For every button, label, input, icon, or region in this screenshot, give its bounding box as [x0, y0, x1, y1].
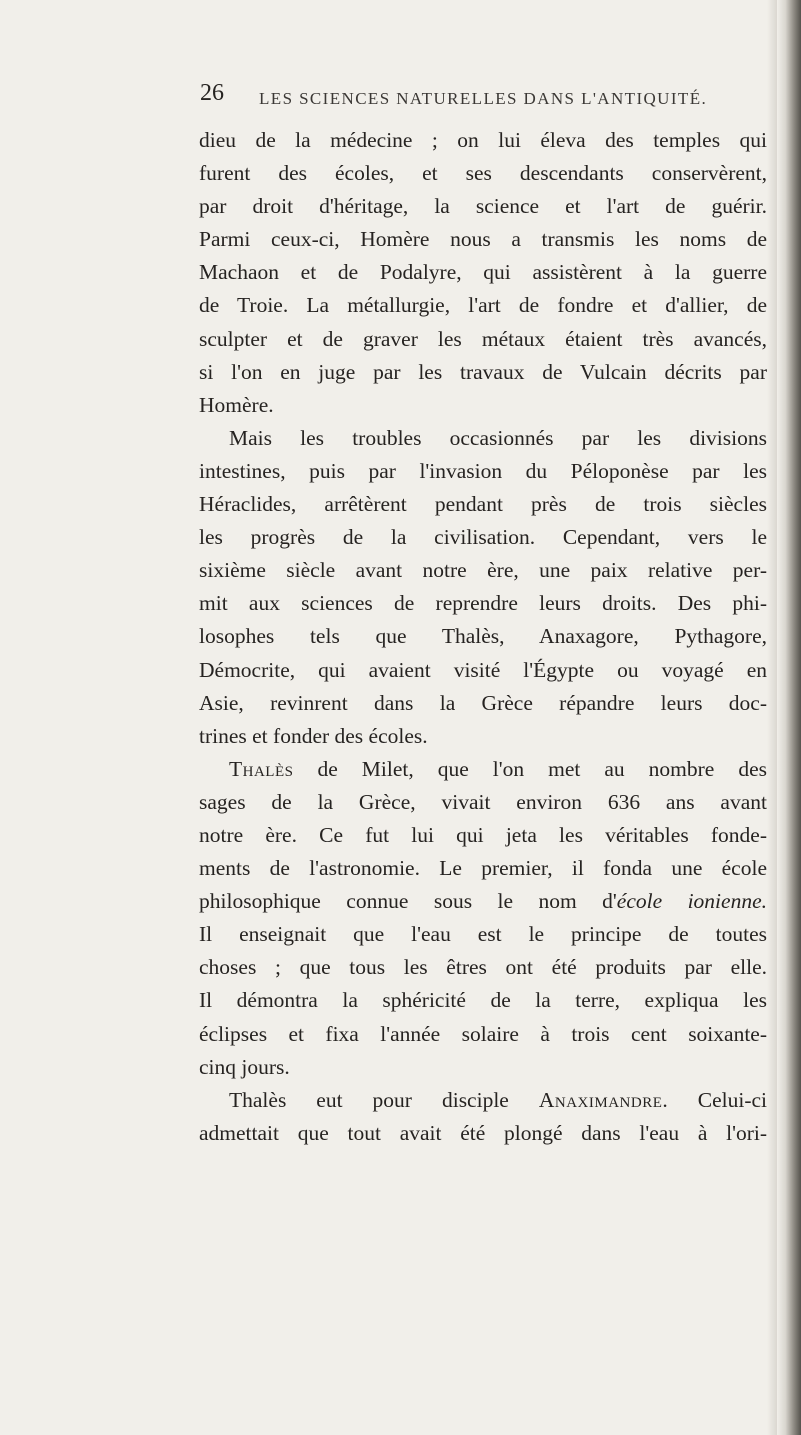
text-line: intestines, puis par l'invasion du Péloponèse par les — [199, 458, 767, 483]
text-line: Parmi ceux-ci, Homère nous a transmis les noms de — [199, 227, 767, 252]
text-line: par droit d'héritage, la science et l'art de guérir. — [199, 194, 767, 219]
text-line: losophes tels que Thalès, Anaxagore, Pythagore, — [199, 624, 767, 649]
running-title: LES SCIENCES NATURELLES DANS L'ANTIQUITÉ. — [259, 89, 708, 108]
page-number: 26 — [200, 80, 224, 106]
body-text — [199, 124, 767, 1150]
text-line: Démocrite, qui avaient visité l'Égypte ou voyagé en — [199, 657, 767, 682]
text-line: sculpter et de graver les métaux étaient très avancés, — [199, 326, 767, 351]
text-fragment: philosophique connue sous le nom d' — [199, 889, 617, 914]
text-line: de Troie. La métallurgie, l'art de fondre et d'allier, de — [199, 293, 767, 318]
text-line: admettait que tout avait été plongé dans l'eau à l'ori- — [199, 1120, 767, 1145]
text-line: choses ; que tous les êtres ont été produits par elle. — [199, 955, 767, 980]
text-line: furent des écoles, et ses descendants conservèrent, — [199, 161, 767, 186]
text-fragment: Thalès eut pour disciple — [229, 1087, 539, 1112]
page-edge-shadow — [767, 0, 777, 1435]
text-line: Il démontra la sphéricité de la terre, expliqua les — [199, 988, 767, 1013]
text-fragment: de Milet, que l'on met au nombre des — [293, 756, 767, 781]
text-line: sixième siècle avant notre ère, une paix relative per- — [199, 558, 767, 583]
text-line: Asie, revinrent dans la Grèce répandre leurs doc- — [199, 690, 767, 715]
text-line — [199, 753, 767, 786]
text-line: mit aux sciences de reprendre leurs droits. Des phi- — [199, 591, 767, 616]
text-line: ments de l'astronomie. Le premier, il fonda une école — [199, 856, 767, 881]
text-line: sages de la Grèce, vivait environ 636 ans avant — [199, 789, 767, 814]
text-line: si l'on en juge par les travaux de Vulcain décrits par — [199, 359, 767, 384]
text-line: dieu de la médecine ; on lui éleva des temples qui — [199, 128, 767, 152]
text-line: trines et fonder des écoles. — [199, 723, 428, 748]
page-binding-edge — [777, 0, 801, 1435]
italic-term: école ionienne. — [616, 889, 767, 914]
text-line — [199, 885, 767, 918]
person-name-anaximandre: Anaximandre — [538, 1087, 663, 1112]
text-line: Machaon et de Podalyre, qui assistèrent à la guerre — [199, 260, 767, 285]
text-line — [199, 1084, 767, 1117]
text-fragment: . Celui-ci — [662, 1087, 767, 1112]
text-line: cinq jours. — [199, 1054, 290, 1079]
text-line: Héraclides, arrêtèrent pendant près de trois siècles — [199, 492, 767, 517]
text-line: Mais les troubles occasionnés par les divisions — [229, 425, 767, 450]
text-line: éclipses et fixa l'année solaire à trois cent soixante- — [199, 1021, 767, 1046]
text-line: Homère. — [199, 392, 274, 417]
text-line: notre ère. Ce fut lui qui jeta les véritables fonde- — [199, 822, 767, 847]
text-line: les progrès de la civilisation. Cependant, vers le — [199, 525, 767, 550]
text-line: Il enseignait que l'eau est le principe de toutes — [199, 922, 767, 947]
person-name-thales: Thalès — [229, 756, 294, 781]
